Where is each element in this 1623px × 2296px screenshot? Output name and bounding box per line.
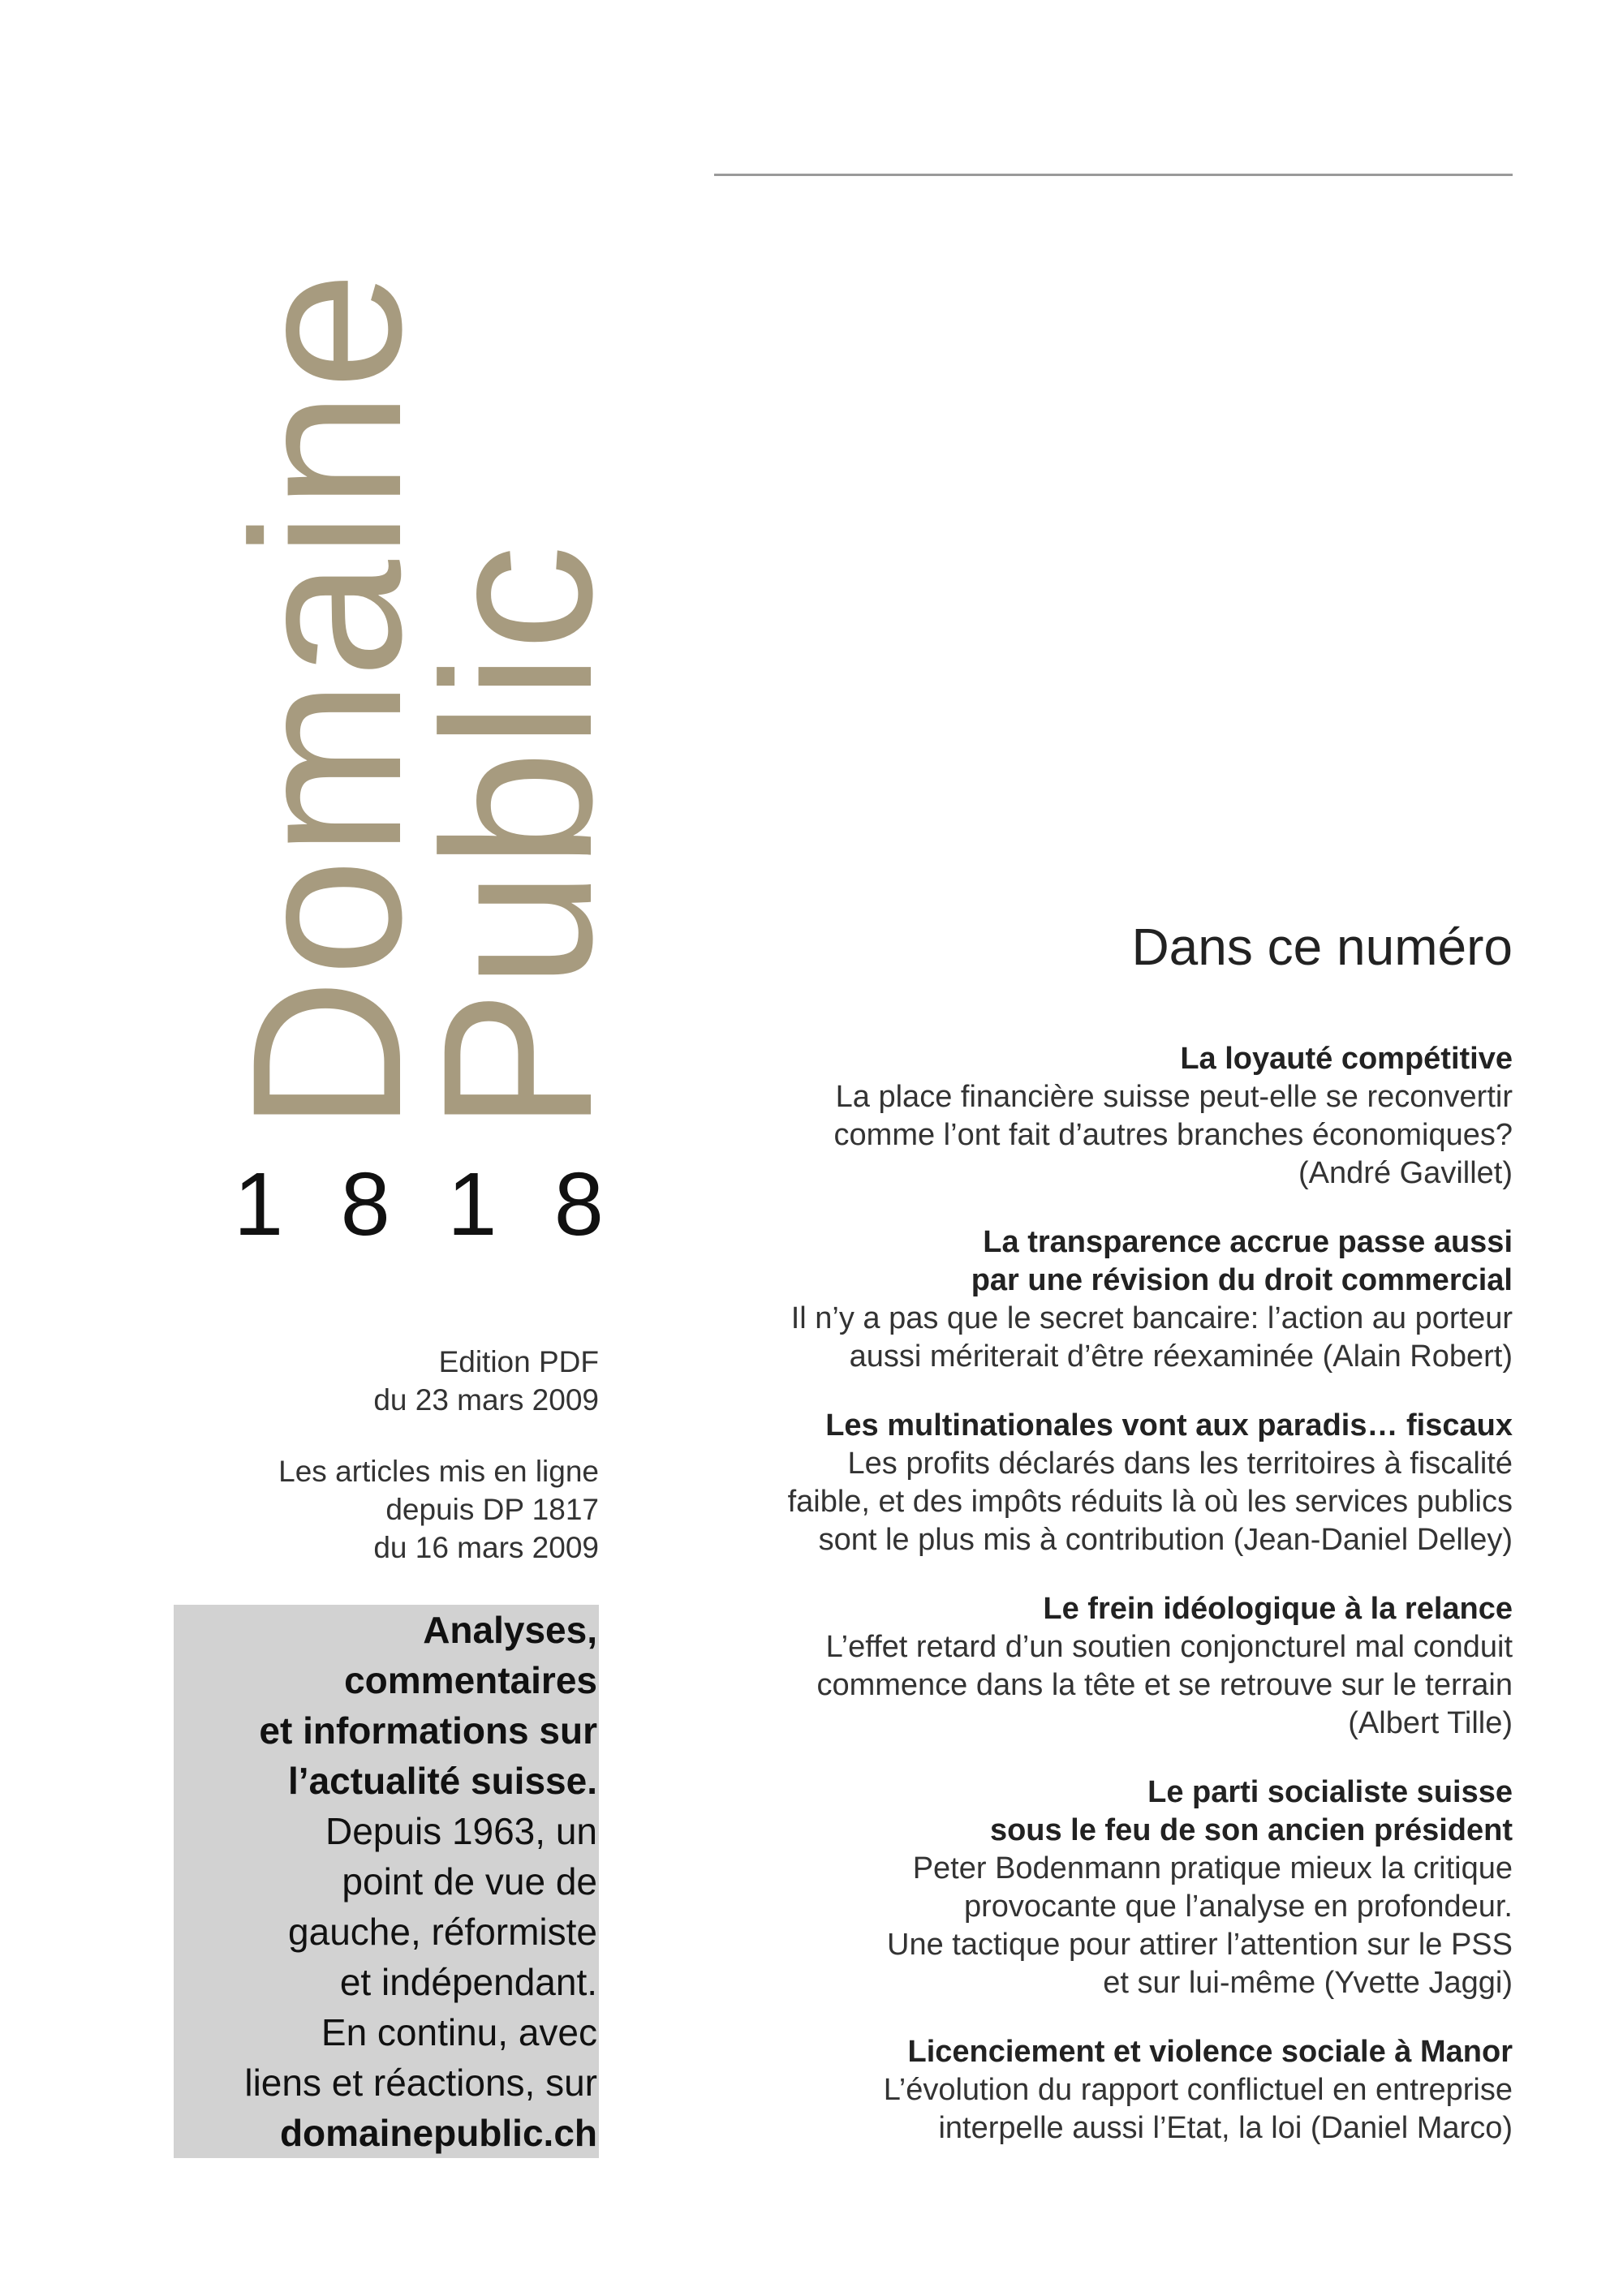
toc-item-title <box>714 2033 1513 2071</box>
toc-title-line: La transparence accrue passe aussi <box>983 1225 1513 1259</box>
toc-desc-line: commence dans la tête et se retrouve sur le terrain <box>816 1668 1513 1702</box>
toc-desc-line: (Albert Tille) <box>1348 1706 1513 1740</box>
toc-item-description <box>714 1850 1513 2002</box>
pitch-line: gauche, réformiste <box>288 1911 597 1953</box>
pitch-line-bold: et informations sur <box>259 1709 597 1752</box>
toc-item-title <box>714 1040 1513 1078</box>
toc-desc-line: sont le plus mis à contribution (Jean-Daniel Delley) <box>818 1523 1513 1557</box>
contents-heading: Dans ce numéro <box>1131 918 1513 976</box>
pitch-line-bold: domainepublic.ch <box>279 2112 597 2154</box>
edition-date: du 23 mars 2009 <box>373 1383 599 1417</box>
toc-title-line: Le frein idéologique à la relance <box>1043 1592 1513 1626</box>
pitch-line: Depuis 1963, un <box>325 1810 597 1852</box>
toc-desc-line: La place financière suisse peut-elle se reconvertir <box>835 1080 1513 1114</box>
edition-info <box>162 1343 599 1419</box>
toc-item-title <box>714 1774 1513 1850</box>
toc-desc-line: comme l’ont fait d’autres branches économiques? <box>833 1118 1513 1152</box>
toc-item <box>714 1040 1513 1193</box>
toc-item-description <box>714 1078 1513 1193</box>
toc-title-line: Les multinationales vont aux paradis… fiscaux <box>825 1408 1513 1443</box>
toc-title-line: La loyauté compétitive <box>1180 1042 1513 1076</box>
toc-item <box>714 2033 1513 2148</box>
toc-item <box>714 1223 1513 1376</box>
issue-number <box>234 1154 604 1254</box>
issue-digit: 1 <box>447 1154 497 1254</box>
pitch-line-bold: commentaires <box>344 1659 597 1701</box>
pitch-line: En continu, avec <box>321 2011 597 2053</box>
pitch-line-bold: l’actualité suisse. <box>288 1760 597 1802</box>
toc-item-description <box>714 1445 1513 1559</box>
toc-desc-line: Les profits déclarés dans les territoires à fiscalité <box>847 1447 1513 1481</box>
articles-since-info <box>162 1452 599 1567</box>
toc-item <box>714 1590 1513 1743</box>
toc-desc-line: (André Gavillet) <box>1298 1156 1513 1190</box>
toc-desc-line: L’évolution du rapport conflictuel en entreprise <box>883 2073 1513 2107</box>
articles-since-line: Les articles mis en ligne <box>278 1455 599 1488</box>
issue-digit: 1 <box>234 1154 284 1254</box>
toc-desc-line: faible, et des impôts réduits là où les services publics <box>787 1485 1513 1519</box>
toc-item <box>714 1407 1513 1559</box>
toc-desc-line: L’effet retard d’un soutien conjoncturel mal conduit <box>825 1630 1513 1664</box>
toc-desc-line: Une tactique pour attirer l’attention sur le PSS <box>887 1928 1513 1962</box>
toc-desc-line: Il n’y a pas que le secret bancaire: l’action au porteur <box>790 1301 1513 1335</box>
toc-item <box>714 1774 1513 2002</box>
toc-item-description <box>714 1628 1513 1743</box>
masthead-title-line-1: Domaine <box>208 269 446 1132</box>
toc-title-line: par une révision du droit commercial <box>971 1263 1513 1297</box>
toc-item-title <box>714 1407 1513 1445</box>
issue-digit: 8 <box>340 1154 390 1254</box>
toc-title-line: Le parti socialiste suisse <box>1147 1775 1513 1809</box>
toc-desc-line: Peter Bodenmann pratique mieux la critique <box>912 1851 1513 1885</box>
masthead-title-line-2: Public <box>398 543 636 1132</box>
pitch-line: et indépendant. <box>339 1961 597 2003</box>
pitch-text <box>174 1605 599 2158</box>
toc-item-title <box>714 1223 1513 1300</box>
toc-title-line: Licenciement et violence sociale à Manor <box>907 2035 1513 2069</box>
top-rule-divider <box>714 174 1513 176</box>
articles-since-line: depuis DP 1817 <box>385 1493 599 1526</box>
toc-desc-line: interpelle aussi l’Etat, la loi (Daniel Marco) <box>938 2111 1513 2145</box>
issue-digit: 8 <box>553 1154 604 1254</box>
toc-title-line: sous le feu de son ancien président <box>989 1813 1513 1847</box>
articles-since-line: du 16 mars 2009 <box>373 1531 599 1564</box>
table-of-contents <box>714 1040 1513 2148</box>
edition-label: Edition PDF <box>438 1345 599 1378</box>
toc-item-title <box>714 1590 1513 1628</box>
toc-desc-line: provocante que l’analyse en profondeur. <box>963 1890 1513 1924</box>
toc-item-description <box>714 2071 1513 2148</box>
toc-desc-line: aussi mériterait d’être réexaminée (Alain Robert) <box>849 1339 1513 1374</box>
pitch-line: liens et réactions, sur <box>244 2062 597 2104</box>
pitch-line-bold: Analyses, <box>423 1609 597 1651</box>
pitch-line: point de vue de <box>342 1860 597 1903</box>
toc-desc-line: et sur lui-même (Yvette Jaggi) <box>1103 1966 1513 2000</box>
toc-item-description <box>714 1300 1513 1376</box>
